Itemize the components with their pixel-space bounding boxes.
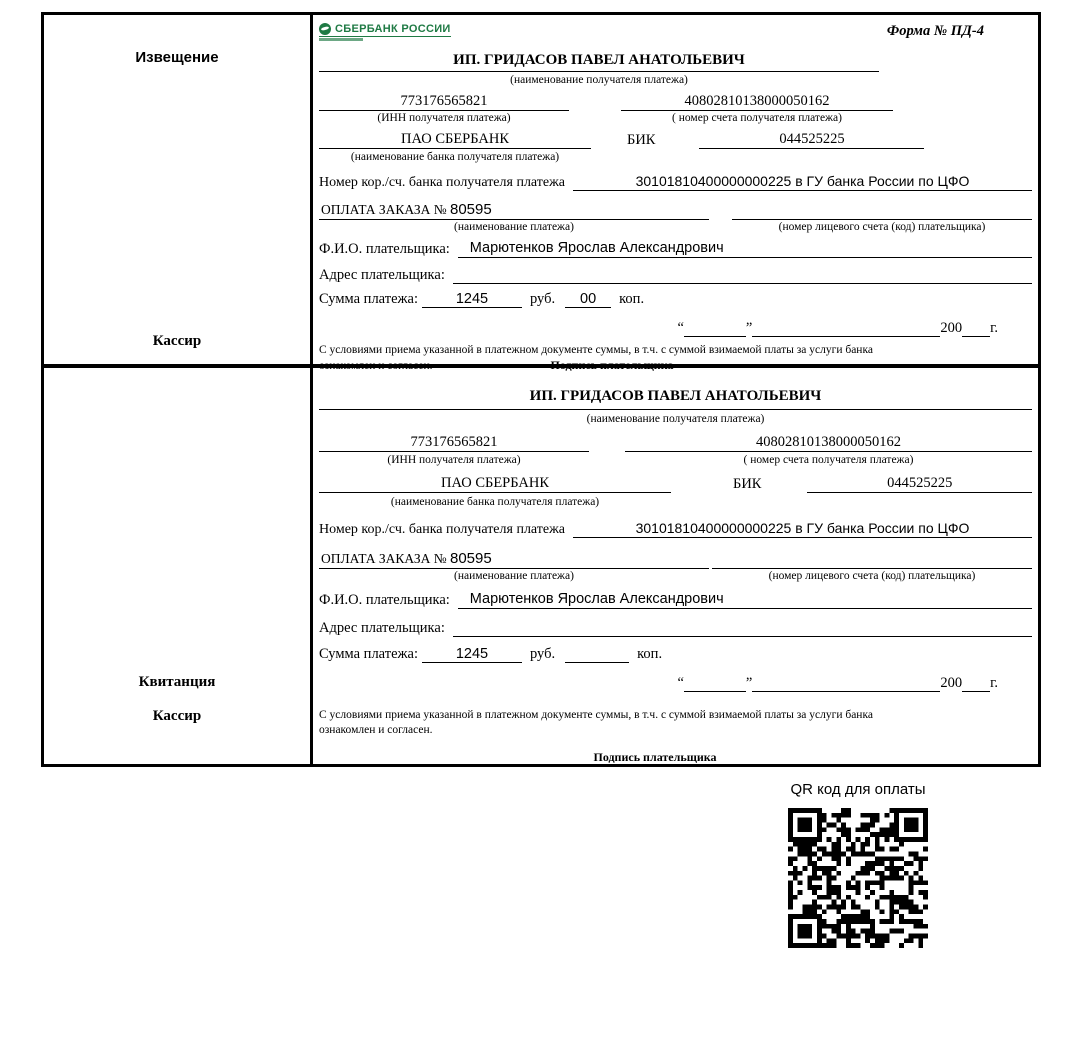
quote-close: ”	[745, 320, 753, 336]
personal-account-hint-2: (номер лицевого счета (код) плательщика)	[768, 570, 976, 582]
personal-account-blank	[732, 201, 1032, 220]
recipient-name-2: ИП. ГРИДАСОВ ПАВЕЛ АНАТОЛЬЕВИЧ	[319, 388, 1032, 410]
sberbank-logo-icon	[319, 23, 331, 35]
sum-label-2: Сумма платежа:	[319, 646, 418, 662]
payment-name-label-2: ОПЛАТА ЗАКАЗА №	[321, 551, 447, 566]
section-kvitanciya	[44, 368, 1038, 764]
quote-open-2: “	[677, 675, 684, 691]
bik-label-2: БИК	[733, 476, 762, 492]
sberbank-logo	[319, 23, 451, 41]
payer-fio-label: Ф.И.О. плательщика:	[319, 241, 450, 257]
payment-name-hint-2: (наименование платежа)	[454, 570, 574, 582]
corr-account-value-2: 30101810400000000225 в ГУ банка России по ЦФО	[573, 520, 1032, 538]
izveshchenie-body	[313, 15, 1038, 373]
inn-hint-2: (ИНН получателя платежа)	[387, 454, 521, 466]
qr-section	[778, 781, 938, 953]
payer-signature-label: Подпись плательщика	[550, 358, 674, 373]
sberbank-logo-text: СБЕРБАНК РОССИИ	[335, 23, 451, 35]
rub-label-2: руб.	[530, 646, 556, 662]
sum-label: Сумма платежа:	[319, 291, 418, 307]
payer-address-value	[453, 265, 1032, 284]
account-hint: ( номер счета получателя платежа)	[672, 112, 842, 124]
bik-value-2: 044525225	[807, 475, 1032, 493]
corr-account-label-2: Номер кор./сч. банка получателя платежа	[319, 522, 565, 537]
section-izveshchenie	[44, 15, 1038, 373]
year-prefix: 200	[940, 320, 963, 336]
payment-name	[319, 201, 709, 220]
bank-name-2: ПАО СБЕРБАНК	[319, 475, 671, 493]
pd4-form-table	[41, 12, 1041, 767]
form-number: Форма № ПД-4	[886, 23, 984, 39]
recipient-inn-2: 773176565821	[319, 434, 589, 452]
corr-account-value: 30101810400000000225 в ГУ банка России по ЦФО	[573, 173, 1032, 191]
izveshchenie-left-cell	[44, 15, 313, 364]
year-suffix: г.	[990, 320, 998, 336]
recipient-account: 40802810138000050162	[621, 93, 893, 111]
izveshchenie-label: Извещение	[135, 49, 219, 66]
agreement-line2: ознакомлен и согласен.	[319, 359, 433, 372]
corr-account-label: Номер кор./сч. банка получателя платежа	[319, 175, 565, 190]
bik-value: 044525225	[699, 131, 924, 149]
bank-name-hint: (наименование банка получателя платежа)	[350, 151, 560, 163]
recipient-account-2: 40802810138000050162	[625, 434, 1032, 452]
recipient-name-hint: (наименование получателя платежа)	[510, 74, 688, 86]
sum-rub-value: 1245	[422, 291, 522, 308]
sberbank-logo-subtext-bar	[319, 38, 363, 41]
date-line-2	[319, 675, 1032, 692]
kop-label-2: коп.	[637, 646, 663, 662]
quote-close-2: ”	[745, 675, 753, 691]
recipient-name: ИП. ГРИДАСОВ ПАВЕЛ АНАТОЛЬЕВИЧ	[319, 52, 879, 72]
agreement-line1: С условиями приема указанной в платежном документе суммы, в т.ч. с суммой взимаемой платы за услуги банка	[319, 344, 873, 356]
agreement-line1-2: С условиями приема указанной в платежном документе суммы, в т.ч. с суммой взимаемой платы за услуги банка	[319, 709, 873, 721]
cashier-label-1: Кассир	[152, 333, 202, 349]
sum-kop-value-2	[565, 645, 629, 663]
account-hint-2: ( номер счета получателя платежа)	[743, 454, 914, 466]
bank-name: ПАО СБЕРБАНК	[319, 131, 591, 149]
year-suffix-2: г.	[990, 675, 998, 691]
payment-order-number: 80595	[450, 201, 492, 218]
qr-code-image	[788, 808, 928, 948]
payer-fio-value: Марютенков Ярослав Александрович	[458, 240, 1032, 258]
payer-address-label-2: Адрес плательщика:	[319, 620, 445, 636]
kvitanciya-body	[313, 368, 1038, 764]
payment-order-number-2: 80595	[450, 550, 492, 567]
payer-fio-label-2: Ф.И.О. плательщика:	[319, 592, 450, 608]
recipient-name-hint-2: (наименование получателя платежа)	[586, 413, 765, 425]
recipient-inn: 773176565821	[319, 93, 569, 111]
cashier-label-2: Кассир	[152, 708, 202, 724]
agreement-line2-2: ознакомлен и согласен.	[319, 724, 433, 737]
rub-label: руб.	[530, 291, 556, 307]
date-line	[319, 320, 1032, 337]
payer-address-label: Адрес плательщика:	[319, 267, 445, 283]
payer-fio-value-2: Марютенков Ярослав Александрович	[458, 591, 1032, 609]
year-prefix-2: 200	[940, 675, 963, 691]
payment-name-2	[319, 550, 709, 569]
bik-label: БИК	[627, 132, 656, 148]
kvitanciya-label: Квитанция	[138, 674, 216, 690]
payer-address-value-2	[453, 618, 1032, 637]
quote-open: “	[677, 320, 684, 336]
payer-signature-label-2: Подпись плательщика	[593, 750, 717, 765]
agreement-text-2	[319, 708, 991, 738]
qr-label: QR код для оплаты	[790, 781, 926, 798]
kop-label: коп.	[619, 291, 645, 307]
payment-name-label: ОПЛАТА ЗАКАЗА №	[321, 202, 447, 217]
kvitanciya-left-cell	[44, 368, 313, 764]
sum-rub-value-2: 1245	[422, 646, 522, 663]
personal-account-hint: (номер лицевого счета (код) плательщика)	[778, 221, 986, 233]
inn-hint: (ИНН получателя платежа)	[377, 112, 511, 124]
personal-account-blank-2	[712, 550, 1032, 569]
payment-name-hint: (наименование платежа)	[454, 221, 574, 233]
sum-kop-value: 00	[565, 291, 611, 308]
bank-name-hint-2: (наименование банка получателя платежа)	[390, 496, 600, 508]
